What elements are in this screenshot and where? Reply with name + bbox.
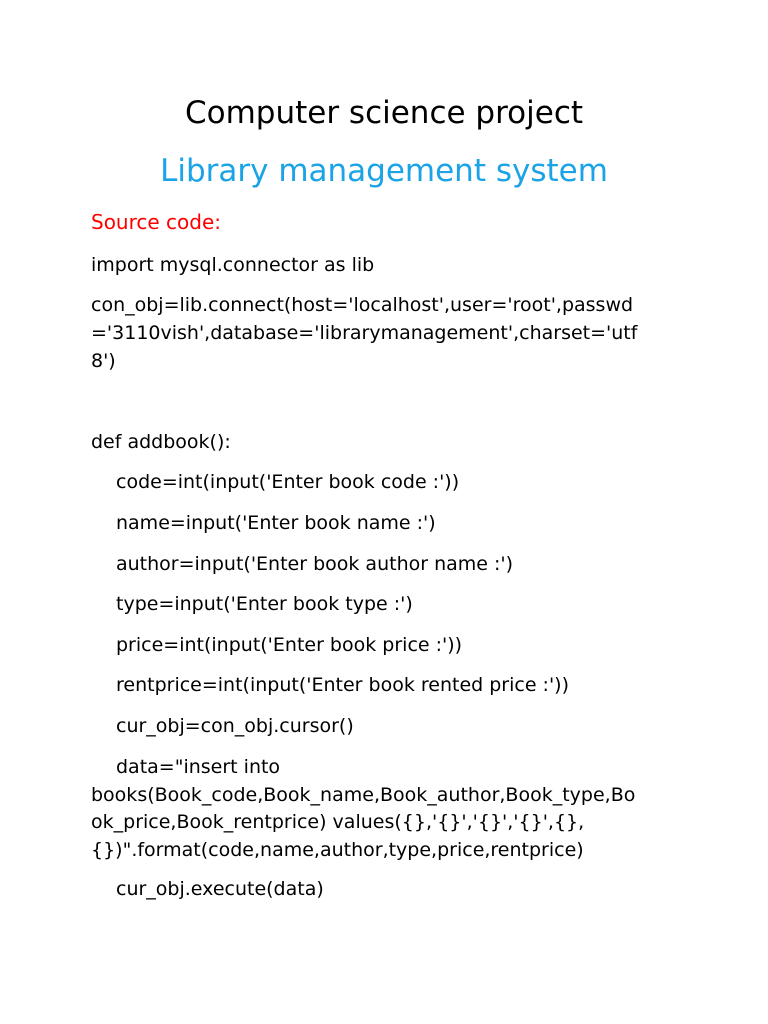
source-code-heading: Source code: — [91, 210, 222, 234]
code-line-connect-1: con_obj=lib.connect(host='localhost',user='root',passwd — [91, 294, 634, 316]
code-line-code: code=int(input('Enter book code :')) — [116, 471, 460, 493]
code-line-data-3: ok_price,Book_rentprice) values({},'{}','{}','{}',{}, — [91, 811, 585, 833]
code-line-price: price=int(input('Enter book price :')) — [116, 634, 463, 656]
code-line-name: name=input('Enter book name :') — [116, 512, 436, 534]
code-line-data-1: data="insert into — [116, 756, 281, 778]
code-line-author: author=input('Enter book author name :') — [116, 553, 514, 575]
code-line-connect-3: 8') — [91, 350, 116, 372]
code-line-data-2: books(Book_code,Book_name,Book_author,Book_type,Bo — [91, 784, 636, 806]
code-line-execute: cur_obj.execute(data) — [116, 878, 324, 900]
code-line-connect-2: ='3110vish',database='librarymanagement',charset='utf — [91, 322, 638, 344]
code-line-data-4: {})".format(code,name,author,type,price,rentprice) — [91, 839, 584, 861]
code-line-import: import mysql.connector as lib — [91, 254, 375, 276]
code-line-def: def addbook(): — [91, 431, 231, 453]
code-line-type: type=input('Enter book type :') — [116, 593, 413, 615]
code-line-rentprice: rentprice=int(input('Enter book rented price :')) — [116, 674, 570, 696]
document-subtitle: Library management system — [160, 153, 608, 189]
code-line-cursor: cur_obj=con_obj.cursor() — [116, 715, 354, 737]
document-title: Computer science project — [184, 95, 584, 131]
